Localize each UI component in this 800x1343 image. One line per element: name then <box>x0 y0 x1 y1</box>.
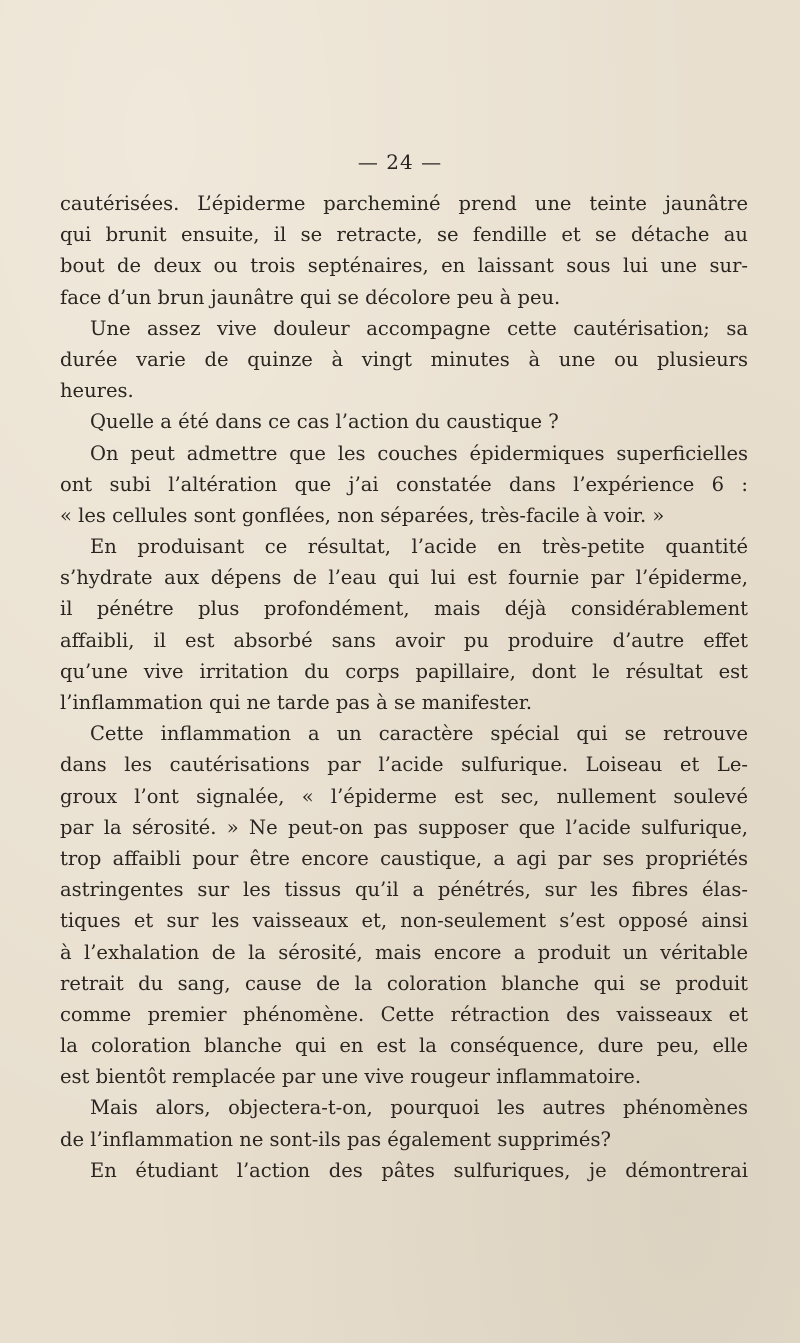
text-line: durée varie de quinze à vingt minutes à une ou plusieurs <box>60 347 748 371</box>
text-line: Une assez vive douleur accompagne cette cautérisation; sa <box>90 316 748 340</box>
text-line: astringentes sur les tissus qu’il a pénétrés, sur les fibres élas- <box>60 878 748 902</box>
body-text <box>60 188 748 1186</box>
text-line: comme premier phénomène. Cette rétraction des vaisseaux et <box>60 1002 748 1026</box>
text-line: Cette inflammation a un caractère spécial qui se retrouve <box>90 722 748 746</box>
text-line: ont subi l’altération que j’ai constatée dans l’expérience 6 : <box>60 472 748 496</box>
text-line: à l’exhalation de la sérosité, mais encore a produit un véritable <box>60 940 748 964</box>
page-number: — 24 — <box>357 150 443 174</box>
text-line: de l’inflammation ne sont-ils pas également supprimés? <box>60 1127 611 1151</box>
text-line: est bientôt remplacée par une vive rougeur inflammatoire. <box>60 1065 642 1089</box>
text-line: il pénétre plus profondément, mais déjà considérablement <box>60 597 748 621</box>
text-line: par la sérosité. » Ne peut-on pas supposer que l’acide sulfurique, <box>60 815 748 839</box>
text-line: s’hydrate aux dépens de l’eau qui lui est fournie par l’épiderme, <box>60 566 748 590</box>
text-line: qui brunit ensuite, il se retracte, se fendille et se détache au <box>60 223 748 247</box>
text-line: bout de deux ou trois septénaires, en laissant sous lui une sur- <box>60 254 748 278</box>
text-line: affaibli, il est absorbé sans avoir pu produire d’autre effet <box>60 628 748 652</box>
text-line: En étudiant l’action des pâtes sulfuriques, je démontrerai <box>90 1158 748 1182</box>
text-line: dans les cautérisations par l’acide sulfurique. Loiseau et Le- <box>60 753 748 777</box>
text-line: l’inflammation qui ne tarde pas à se manifester. <box>60 691 533 714</box>
text-line: tiques et sur les vaisseaux et, non-seulement s’est opposé ainsi <box>60 909 748 933</box>
text-line: « les cellules sont gonflées, non séparées, très-facile à voir. » <box>60 503 665 527</box>
text-line: face d’un brun jaunâtre qui se décolore peu à peu. <box>60 285 561 309</box>
text-line: groux l’ont signalée, « l’épiderme est sec, nullement soulevé <box>60 784 748 808</box>
text-line: qu’une vive irritation du corps papillaire, dont le résultat est <box>60 659 748 683</box>
text-line: cautérisées. L’épiderme parcheminé prend une teinte jaunâtre <box>60 192 748 215</box>
text-line: Quelle a été dans ce cas l’action du caustique ? <box>90 410 559 434</box>
text-line: En produisant ce résultat, l’acide en très-petite quantité <box>90 535 748 559</box>
text-line: On peut admettre que les couches épidermiques superficielles <box>90 441 748 465</box>
text-line: retrait du sang, cause de la coloration blanche qui se produit <box>60 971 748 995</box>
text-line: la coloration blanche qui en est la conséquence, dure peu, elle <box>60 1034 748 1058</box>
text-line: Mais alors, objectera-t-on, pourquoi les autres phénomènes <box>90 1096 748 1120</box>
text-line: heures. <box>60 379 134 403</box>
text-line: trop affaibli pour être encore caustique, a agi par ses propriétés <box>60 846 748 870</box>
